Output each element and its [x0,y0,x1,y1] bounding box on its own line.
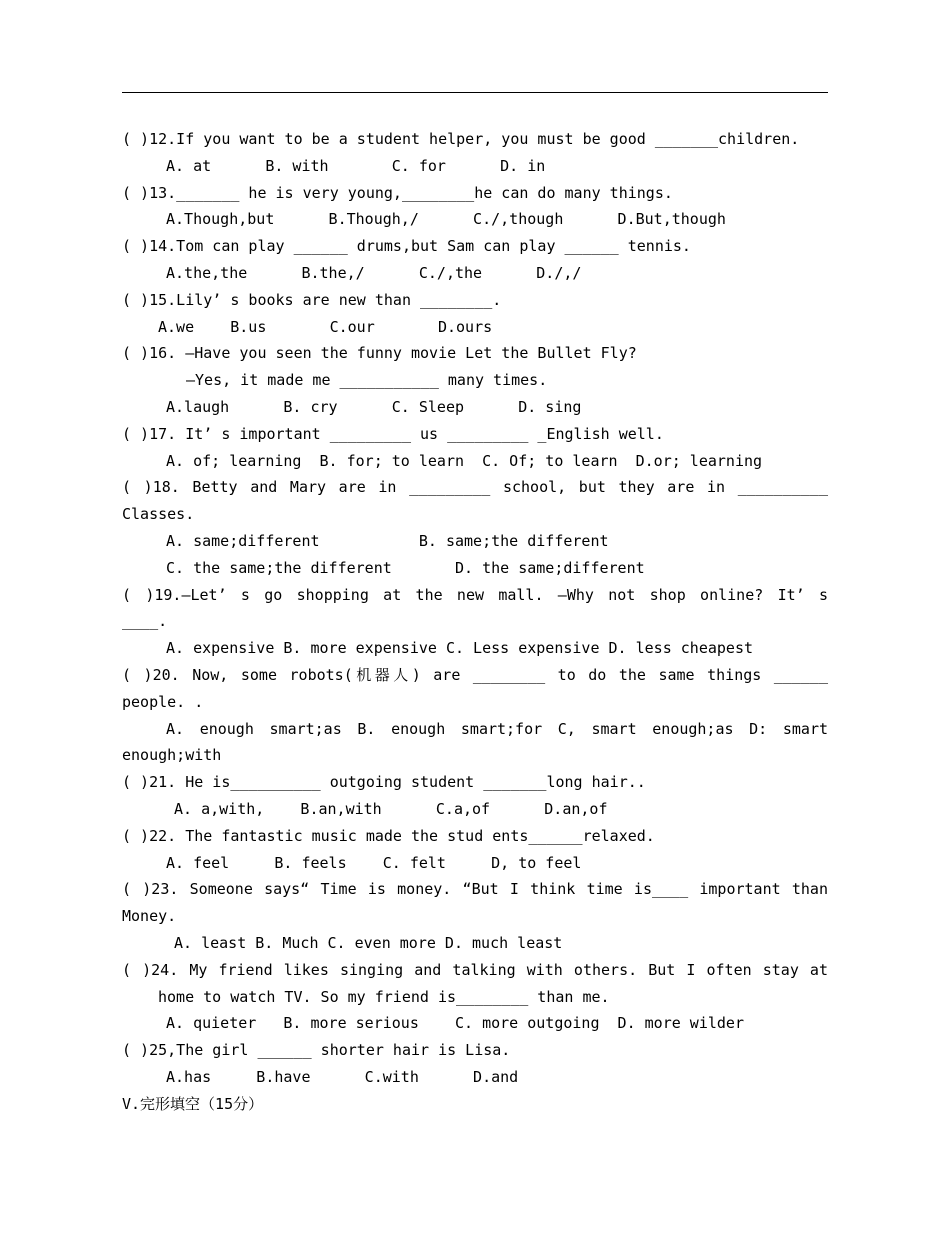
question-13: ( )13._______ he is very young,________he can do many things. [122,183,673,202]
section-heading-cloze: V.完形填空（15分） [122,1094,264,1113]
options-24: A. quieter B. more serious C. more outgoing D. more wilder [166,1014,744,1033]
options-22: A. feel B. feels C. felt D, to feel [166,853,582,872]
question-23: ( )23. Someone says“ Time is money. “But I think time is____ important than [122,880,828,899]
question-18-cont: Classes. [122,505,195,524]
question-16: ( )16. —Have you seen the funny movie Let the Bullet Fly? [122,344,637,363]
options-14: A.the,the B.the,/ C./,the D./,/ [166,263,582,282]
options-20-cont: enough;with [122,746,222,765]
question-17: ( )17. It’ s important _________ us _________ _English well. [122,424,664,443]
options-15: A.we B.us C.our D.ours [158,317,493,336]
question-16-reply: —Yes, it made me ___________ many times. [186,371,548,390]
options-25: A.has B.have C.with D.and [166,1067,519,1086]
question-19-cont: ____. [122,612,168,631]
question-25: ( )25,The girl ______ shorter hair is Lisa. [122,1041,511,1060]
question-list [122,126,828,1117]
question-19: ( )19.—Let’ s go shopping at the new mall. —Why not shop online? It’ s [122,585,828,604]
question-15: ( )15.Lily’ s books are new than ________. [122,290,502,309]
question-24-cont: home to watch TV. So my friend is________ than me. [158,987,610,1006]
question-14: ( )14.Tom can play ______ drums,but Sam can play ______ tennis. [122,237,691,256]
header-rule [122,92,828,93]
question-24: ( )24. My friend likes singing and talking with others. But I often stay at [122,960,828,979]
question-21: ( )21. He is__________ outgoing student _______long hair.. [122,773,646,792]
options-19: A. expensive B. more expensive C. Less expensive D. less cheapest [166,639,753,658]
options-13: A.Though,but B.Though,/ C./,though D.But,though [166,210,726,229]
question-20-cont: people. . [122,692,204,711]
options-18-cd: C. the same;the different D. the same;different [166,558,645,577]
options-12: A. at B. with C. for D. in [166,156,546,175]
question-20: ( )20. Now, some robots(机器人) are ________ to do the same things ______ [122,665,828,684]
options-20: A. enough smart;as B. enough smart;for C, smart enough;as D: smart [166,719,828,738]
question-18: ( )18. Betty and Mary are in _________ school, but they are in __________ [122,478,828,497]
question-23-cont: Money. [122,907,177,926]
question-22: ( )22. The fantastic music made the stud ents______relaxed. [122,826,655,845]
options-18-ab: A. same;different B. same;the different [166,531,609,550]
options-23: A. least B. Much C. even more D. much least [174,933,563,952]
options-17: A. of; learning B. for; to learn C. Of; to learn D.or; learning [166,451,763,470]
options-16: A.laugh B. cry C. Sleep D. sing [166,397,582,416]
options-21: A. a,with, B.an,with C.a,of D.an,of [174,799,608,818]
question-12: ( )12.If you want to be a student helper, you must be good _______children. [122,130,800,148]
